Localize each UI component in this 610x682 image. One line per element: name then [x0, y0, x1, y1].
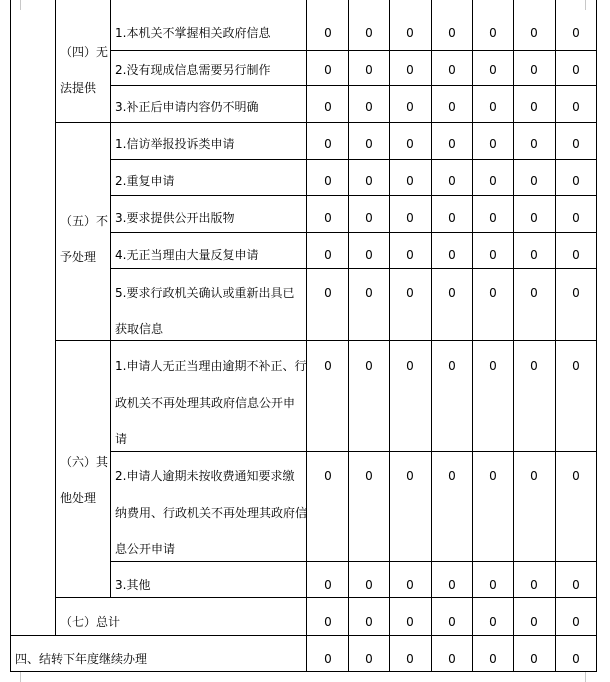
- value-cell: 0: [489, 100, 497, 114]
- value-cell: 0: [406, 286, 414, 300]
- value-cell: 0: [489, 174, 497, 188]
- value-cell: 0: [489, 286, 497, 300]
- value-cell: 0: [530, 63, 538, 77]
- table-border: [306, 0, 307, 671]
- row-label: 1.申请人无正当理由逾期不补正、行: [115, 359, 307, 373]
- value-cell: 0: [365, 248, 373, 262]
- row-label: 2.重复申请: [115, 174, 175, 188]
- table-border: [513, 0, 514, 671]
- value-cell: 0: [448, 63, 456, 77]
- value-cell: 0: [448, 469, 456, 483]
- value-cell: 0: [530, 578, 538, 592]
- value-cell: 0: [324, 63, 332, 77]
- row-label: 四、结转下年度继续办理: [15, 652, 148, 666]
- value-cell: 0: [572, 137, 580, 151]
- group-label: （七）总计: [60, 615, 121, 629]
- value-cell: 0: [530, 652, 538, 666]
- table-border: [431, 0, 432, 671]
- value-cell: 0: [530, 26, 538, 40]
- value-cell: 0: [448, 100, 456, 114]
- value-cell: 0: [406, 211, 414, 225]
- value-cell: 0: [530, 211, 538, 225]
- value-cell: 0: [406, 248, 414, 262]
- value-cell: 0: [448, 652, 456, 666]
- value-cell: 0: [489, 211, 497, 225]
- value-cell: 0: [530, 137, 538, 151]
- value-cell: 0: [489, 652, 497, 666]
- value-cell: 0: [448, 578, 456, 592]
- table-border: [55, 0, 56, 635]
- value-cell: 0: [530, 248, 538, 262]
- value-cell: 0: [406, 469, 414, 483]
- row-label: 2.没有现成信息需要另行制作: [115, 63, 271, 77]
- value-cell: 0: [572, 652, 580, 666]
- table-border: [110, 268, 597, 269]
- margin-mark: [20, 0, 21, 10]
- value-cell: 0: [572, 578, 580, 592]
- value-cell: 0: [572, 100, 580, 114]
- value-cell: 0: [572, 63, 580, 77]
- table-border: [110, 0, 111, 597]
- table-border: [110, 159, 597, 160]
- row-label: 2.申请人逾期未按收费通知要求缴: [115, 469, 295, 483]
- table-border: [110, 195, 597, 196]
- row-label: 5.要求行政机关确认或重新出具已: [115, 286, 295, 300]
- value-cell: 0: [572, 26, 580, 40]
- value-cell: 0: [406, 615, 414, 629]
- table-border: [110, 232, 597, 233]
- value-cell: 0: [365, 26, 373, 40]
- margin-mark: [585, 672, 586, 682]
- value-cell: 0: [530, 100, 538, 114]
- row-label: 4.无正当理由大量反复申请: [115, 248, 259, 262]
- value-cell: 0: [324, 100, 332, 114]
- value-cell: 0: [572, 469, 580, 483]
- value-cell: 0: [365, 578, 373, 592]
- value-cell: 0: [324, 615, 332, 629]
- group-label: 法提供: [60, 81, 97, 95]
- value-cell: 0: [365, 211, 373, 225]
- value-cell: 0: [406, 359, 414, 373]
- row-label: 3.补正后申请内容仍不明确: [115, 100, 259, 114]
- row-label: 3.要求提供公开出版物: [115, 211, 235, 225]
- value-cell: 0: [448, 248, 456, 262]
- value-cell: 0: [489, 137, 497, 151]
- value-cell: 0: [530, 174, 538, 188]
- value-cell: 0: [448, 286, 456, 300]
- value-cell: 0: [324, 248, 332, 262]
- table-border: [596, 0, 597, 671]
- value-cell: 0: [572, 248, 580, 262]
- value-cell: 0: [448, 211, 456, 225]
- value-cell: 0: [530, 359, 538, 373]
- value-cell: 0: [406, 137, 414, 151]
- value-cell: 0: [572, 359, 580, 373]
- value-cell: 0: [489, 578, 497, 592]
- table-border: [10, 671, 597, 672]
- table-border: [389, 0, 390, 671]
- table-border: [10, 635, 597, 636]
- value-cell: 0: [324, 652, 332, 666]
- value-cell: 0: [448, 137, 456, 151]
- value-cell: 0: [365, 615, 373, 629]
- value-cell: 0: [406, 578, 414, 592]
- value-cell: 0: [365, 100, 373, 114]
- value-cell: 0: [572, 174, 580, 188]
- value-cell: 0: [572, 211, 580, 225]
- row-label: 1.信访举报投诉类申请: [115, 137, 235, 151]
- value-cell: 0: [448, 174, 456, 188]
- value-cell: 0: [448, 26, 456, 40]
- group-label: （五）不: [60, 214, 109, 228]
- group-label: （六）其: [60, 455, 109, 469]
- value-cell: 0: [406, 174, 414, 188]
- value-cell: 0: [489, 615, 497, 629]
- value-cell: 0: [530, 469, 538, 483]
- value-cell: 0: [489, 469, 497, 483]
- value-cell: 0: [406, 26, 414, 40]
- value-cell: 0: [365, 652, 373, 666]
- table-border: [555, 0, 556, 671]
- value-cell: 0: [489, 26, 497, 40]
- value-cell: 0: [489, 63, 497, 77]
- table-border: [55, 597, 597, 598]
- value-cell: 0: [572, 286, 580, 300]
- row-label: 纳费用、行政机关不再处理其政府信: [115, 506, 308, 520]
- value-cell: 0: [365, 286, 373, 300]
- value-cell: 0: [365, 469, 373, 483]
- value-cell: 0: [406, 652, 414, 666]
- value-cell: 0: [324, 211, 332, 225]
- value-cell: 0: [489, 359, 497, 373]
- value-cell: 0: [530, 286, 538, 300]
- row-label: 3.其他: [115, 578, 151, 592]
- value-cell: 0: [324, 286, 332, 300]
- value-cell: 0: [324, 137, 332, 151]
- margin-mark: [20, 672, 21, 682]
- value-cell: 0: [489, 248, 497, 262]
- value-cell: 0: [324, 359, 332, 373]
- value-cell: 0: [365, 174, 373, 188]
- group-label: 他处理: [60, 491, 97, 505]
- value-cell: 0: [365, 63, 373, 77]
- value-cell: 0: [365, 137, 373, 151]
- row-label: 息公开申请: [115, 542, 176, 556]
- margin-mark: [585, 0, 586, 10]
- table-border: [55, 122, 597, 123]
- group-label: 予处理: [60, 250, 97, 264]
- value-cell: 0: [324, 26, 332, 40]
- value-cell: 0: [365, 359, 373, 373]
- value-cell: 0: [448, 359, 456, 373]
- row-label: 1.本机关不掌握相关政府信息: [115, 26, 271, 40]
- value-cell: 0: [324, 174, 332, 188]
- row-label: 获取信息: [115, 322, 164, 336]
- table-border: [55, 340, 597, 341]
- value-cell: 0: [324, 578, 332, 592]
- table-border: [348, 0, 349, 671]
- row-label: 政机关不再处理其政府信息公开申: [115, 396, 296, 410]
- value-cell: 0: [406, 63, 414, 77]
- row-label: 请: [115, 432, 128, 446]
- value-cell: 0: [572, 615, 580, 629]
- table-border: [10, 0, 11, 671]
- value-cell: 0: [530, 615, 538, 629]
- table-border: [472, 0, 473, 671]
- group-label: （四）无: [60, 45, 109, 59]
- value-cell: 0: [324, 469, 332, 483]
- table-border: [110, 85, 597, 86]
- table-border: [110, 561, 597, 562]
- table-border: [110, 451, 597, 452]
- value-cell: 0: [448, 615, 456, 629]
- table-border: [110, 50, 597, 51]
- value-cell: 0: [406, 100, 414, 114]
